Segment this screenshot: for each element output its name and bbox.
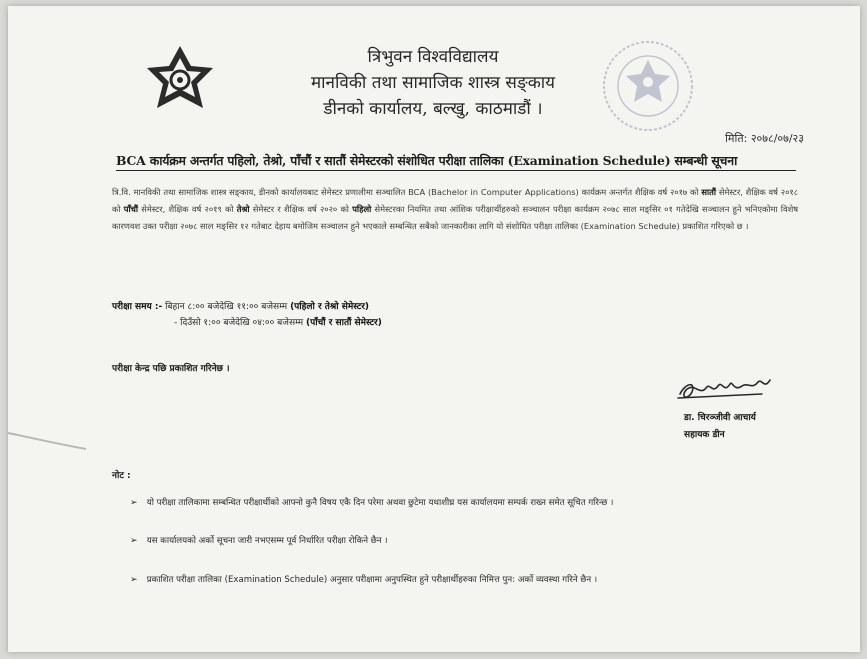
signature-icon: [672, 368, 812, 408]
body-text: सेमेस्टरका नियमित तथा आंशिक परीक्षार्थीहरुको सञ्चालन परीक्षा कार्यक्रम २०७८ साल मङ्सिर ०१ गतेदेखि सञ्चालन हुने भनिएकोमा विशेष कारणवश उक्त परीक्षा २०७८ साल मङ्सिर १२ गतेबाट देहाय बमोजिम सञ्चालन हुने भएकाले सम्बन्धित सबैको जानकारीका लागि यो संशोधित परीक्षा तालिका (Examination Schedule) प्रकाशित गरिएको छ ।: [112, 204, 799, 231]
office-address: डीनको कार्यालय, बल्खु, काठमाडौं ।: [323, 99, 543, 119]
exam-center-note: परीक्षा केन्द्र पछि प्रकाशित गरिनेछ ।: [112, 364, 230, 374]
exam-times: [112, 299, 382, 331]
body-bold: सातौं: [701, 187, 717, 197]
letterhead: [288, 44, 578, 122]
signer-title: सहायक डीन: [684, 430, 725, 440]
note-text: यो परीक्षा तालिकामा सम्बन्धित परीक्षार्थीको आफ्नो कुनै विषय एकै दिन परेमा अथवा छुटेमा यथाशीघ्र यस कार्यालयमा सम्पर्क राख्न समेत सूचित गरिन्छ ।: [146, 498, 614, 508]
paper-crease-mark: [8, 429, 88, 451]
notice-document: [8, 6, 860, 652]
university-logo-icon: [145, 44, 215, 116]
body-bold: पाँचौं: [123, 204, 139, 214]
body-text: त्रि.वि. मानविकी तथा सामाजिक शास्त्र सङ्‍काय, डीनको कार्यालयबाट सेमेस्टर प्रणालीमा सञ्चालित BCA (Bachelor in Computer Applications) कार्यक्रम अन्तर्गत शैक्षिक वर्ष २०१७ को: [112, 187, 699, 197]
arrow-bullet-icon: ➢: [130, 536, 138, 546]
arrow-bullet-icon: ➢: [130, 575, 138, 585]
exam-time-morning: [112, 299, 382, 315]
notice-date: मिति: २०७८/०७/२३: [725, 132, 804, 145]
note-item: [130, 496, 613, 508]
note-item: [130, 573, 597, 585]
body-text: सेमेस्टर, शैक्षिक वर्ष २०१९ को: [141, 204, 234, 214]
body-bold: पहिलो: [352, 204, 372, 214]
note-text: प्रकाशित परीक्षा तालिका (Examination Schedule) अनुसार परीक्षामा अनुपस्थित हुने परीक्षार्थीहरुका निमित्त पुन: अर्को व्यवस्था गरिने छैन ।: [146, 575, 598, 585]
arrow-bullet-icon: ➢: [130, 498, 138, 508]
notice-body: [112, 184, 798, 235]
note-label: नोट :: [112, 471, 131, 481]
signatory: [684, 410, 756, 444]
office-seal-icon: [598, 36, 698, 136]
afternoon-semesters: (पाँचौं र सातौं सेमेस्टर): [305, 318, 382, 328]
signer-name: डा. चिरञ्जीवी आचार्य: [684, 413, 756, 423]
note-text: यस कार्यालयको अर्को सूचना जारी नभएसम्म पूर्व निर्धारित परीक्षा रोकिने छैन ।: [146, 536, 388, 546]
note-item: [130, 534, 388, 546]
body-text: सेमेस्टर र शैक्षिक वर्ष २०२० को: [252, 204, 349, 214]
afternoon-time: - दिउँसो १:०० बजेदेखि ०४:०० बजेसम्म: [174, 318, 304, 328]
exam-time-label: परीक्षा समय :-: [112, 302, 163, 312]
exam-time-afternoon: [112, 315, 382, 331]
morning-time: बिहान ८:०० बजेदेखि ११:०० बजेसम्म: [165, 302, 288, 312]
body-text: सेमेस्टर, शैक्षिक वर्ष २०१८ को: [112, 187, 799, 214]
university-name: त्रिभुवन विश्वविद्यालय: [367, 47, 499, 67]
morning-semesters: (पहिलो र तेश्रो सेमेस्टर): [290, 302, 370, 312]
faculty-name: मानविकी तथा सामाजिक शास्त्र सङ्‍काय: [310, 73, 556, 93]
notice-title: BCA कार्यक्रम अन्तर्गत पहिलो, तेश्रो, पाँचौं र सातौं सेमेस्टरको संशोधित परीक्षा तालिका (Examination Schedule) सम्बन्धी सूचना: [116, 152, 796, 171]
body-bold: तेश्रो: [236, 204, 250, 214]
